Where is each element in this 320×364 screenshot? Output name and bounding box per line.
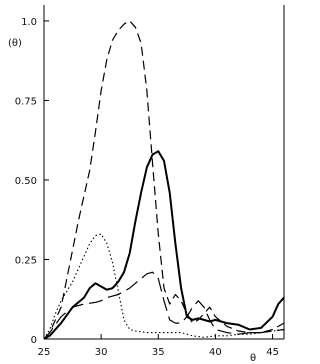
x-tick-label-4: 45 [266,347,279,358]
x-axis-label: θ [250,353,257,364]
y-axis-label: (θ) [8,38,22,49]
y-tick-label-3: 0.75 [14,96,37,108]
y-tick-label-1: 0.25 [14,255,37,267]
series-line-dashed [44,21,284,339]
y-tick-label-2: 0.50 [14,175,37,187]
y-tick-label-4: 1.0 [21,16,37,28]
x-tick-label-0: 25 [37,347,51,358]
x-ticks [38,334,279,358]
series-layer [44,21,284,339]
series-line-solid [44,151,284,339]
x-tick-label-1: 30 [94,347,108,358]
y-tick-label-0: 0 [30,335,37,346]
x-tick-label-2: 35 [151,347,165,358]
x-tick-label-3: 40 [209,347,222,358]
